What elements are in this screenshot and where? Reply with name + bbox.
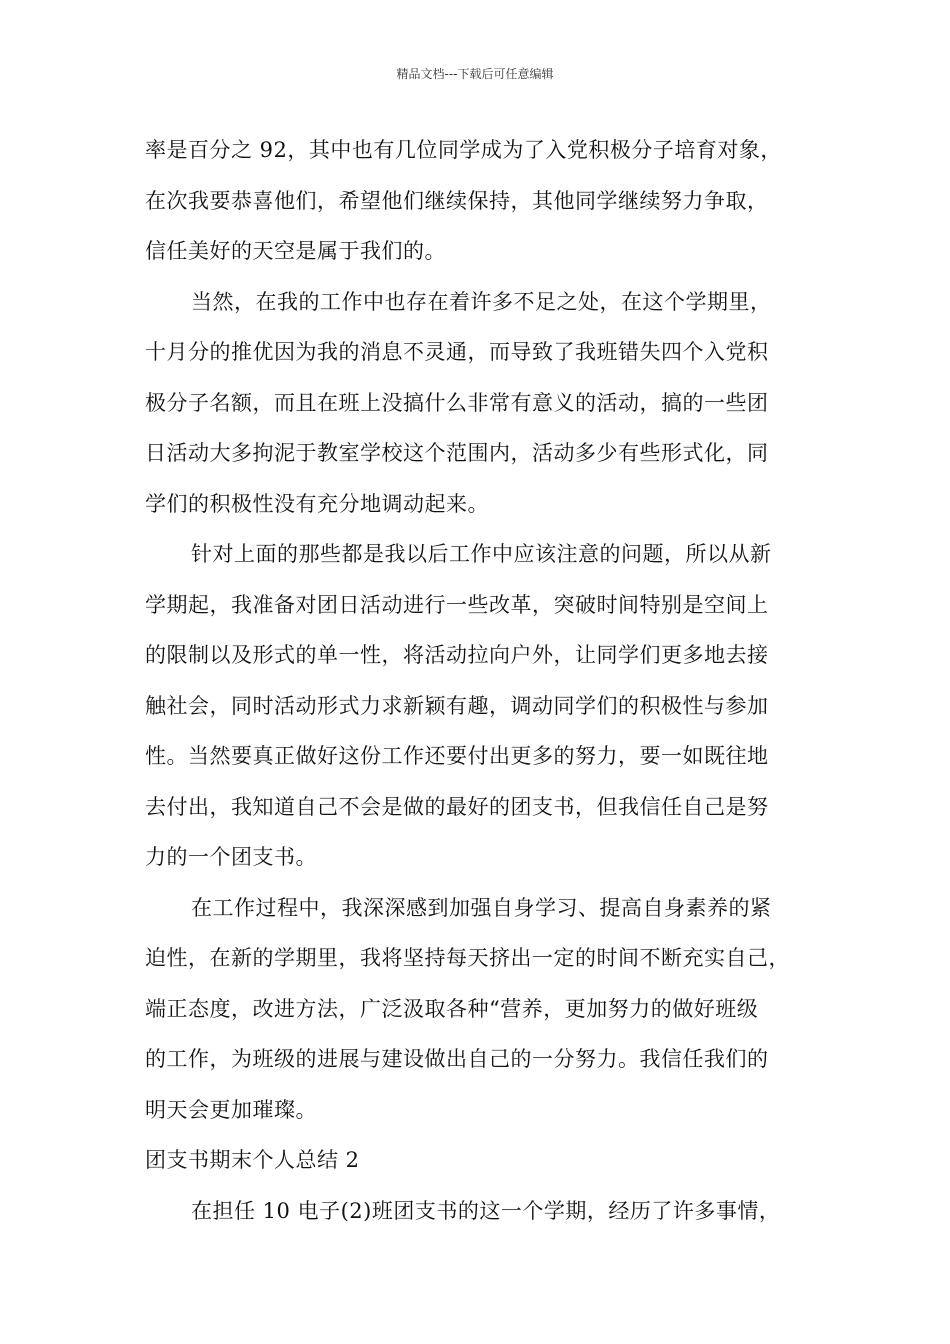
text-line: 端正态度，改进方法，广泛汲取各种“营养，更加努力的做好班级 — [145, 996, 759, 1021]
text-line: 迫性，在新的学期里，我将坚持每天挤出一定的时间不断充实自己， — [145, 946, 790, 970]
text-line: 团支书期末个人总结 2 — [145, 1148, 360, 1172]
text-line: 性。当然要真正做好这份工作还要付出更多的努力，要一如既往地 — [145, 744, 769, 768]
text-line: 去付出，我知道自己不会是做的最好的团支书，但我信任自己是努 — [145, 794, 769, 819]
text-line: 当然，在我的工作中也存在着许多不足之处，在这个学期里， — [191, 289, 772, 314]
text-line: 力的一个团支书。 — [145, 845, 317, 869]
page-header: 精品文档---下载后可任意编辑 — [396, 67, 554, 81]
text-line: 信任美好的天空是属于我们的。 — [145, 239, 446, 263]
text-line: 学期起，我准备对团日活动进行一些改革，突破时间特别是空间上 — [145, 592, 769, 617]
text-line: 率是百分之 92，其中也有几位同学成为了入党积极分子培育对象， — [145, 138, 782, 162]
text-line: 的限制以及形式的单一性，将活动拉向户外，让同学们更多地去接 — [145, 643, 769, 667]
text-line: 的工作，为班级的进展与建设做出自己的一分努力。我信任我们的 — [145, 1047, 769, 1071]
text-line: 十月分的推优因为我的消息不灵通，而导致了我班错失四个入党积 — [145, 340, 769, 364]
text-line: 在次我要恭喜他们，希望他们继续保持，其他同学继续努力争取， — [145, 188, 769, 213]
text-line: 极分子名额，而且在班上没搞什么非常有意义的活动，搞的一些团 — [145, 390, 769, 415]
text-line: 学们的积极性没有充分地调动起来。 — [145, 491, 489, 516]
text-line: 针对上面的那些都是我以后工作中应该注意的问题，所以从新 — [191, 542, 772, 566]
document-body — [145, 125, 809, 1236]
text-line: 在担任 10 电子(2)班团支书的这一个学期，经历了许多事情， — [191, 1198, 781, 1223]
text-line: 日活动大多拘泥于教室学校这个范围内，活动多少有些形式化，同 — [145, 441, 769, 465]
text-line: 触社会，同时活动形式力求新颖有趣，调动同学们的积极性与参加 — [145, 693, 769, 718]
text-line: 在工作过程中，我深深感到加强自身学习、提高自身素养的紧 — [191, 895, 772, 920]
text-line: 明天会更加璀璨。 — [145, 1097, 317, 1122]
